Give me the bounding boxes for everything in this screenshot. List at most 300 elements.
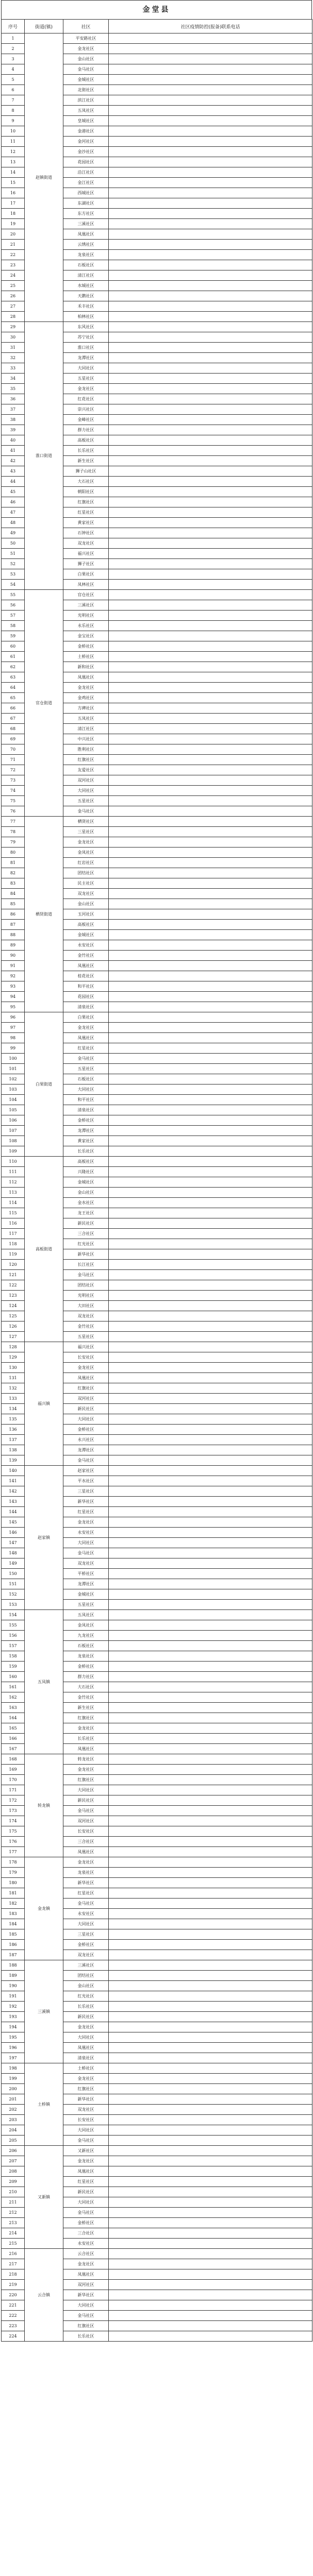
row-index: 194 xyxy=(2,2022,25,2032)
row-index: 80 xyxy=(2,848,25,858)
phone-cell xyxy=(109,1909,312,1919)
community-cell: 桂花社区 xyxy=(63,971,109,981)
phone-cell xyxy=(109,2239,312,2249)
row-index: 36 xyxy=(2,394,25,404)
row-index: 193 xyxy=(2,2012,25,2022)
phone-cell xyxy=(109,1940,312,1950)
row-index: 153 xyxy=(2,1600,25,1610)
row-index: 216 xyxy=(2,2249,25,2259)
phone-cell xyxy=(109,1672,312,1682)
community-cell: 石板社区 xyxy=(63,260,109,270)
row-index: 68 xyxy=(2,724,25,734)
community-cell: 新华社区 xyxy=(63,1497,109,1507)
phone-cell xyxy=(109,1651,312,1662)
phone-cell xyxy=(109,322,312,332)
community-cell: 永安社区 xyxy=(63,2239,109,2249)
table-row xyxy=(2,1466,312,1476)
phone-cell xyxy=(109,1249,312,1260)
row-index: 213 xyxy=(2,2218,25,2228)
community-cell: 金龙社区 xyxy=(63,1857,109,1868)
community-cell: 大同社区 xyxy=(63,1919,109,1929)
table-row xyxy=(2,1857,312,1868)
community-cell: 黄家社区 xyxy=(63,1136,109,1146)
row-index: 85 xyxy=(2,899,25,909)
community-cell: 金马社区 xyxy=(63,806,109,817)
community-cell: 双龙社区 xyxy=(63,538,109,549)
phone-cell xyxy=(109,2177,312,2187)
row-index: 56 xyxy=(2,600,25,611)
phone-cell xyxy=(109,2002,312,2012)
community-cell: 石钟社区 xyxy=(63,528,109,538)
phone-cell xyxy=(109,1425,312,1435)
row-index: 78 xyxy=(2,827,25,837)
row-index: 84 xyxy=(2,889,25,899)
community-cell: 大石社区 xyxy=(63,477,109,487)
community-cell: 福兴社区 xyxy=(63,1342,109,1352)
community-cell: 金龙社区 xyxy=(63,1723,109,1734)
phone-cell xyxy=(109,2032,312,2043)
phone-cell xyxy=(109,899,312,909)
row-index: 197 xyxy=(2,2053,25,2063)
row-index: 38 xyxy=(2,415,25,425)
phone-cell xyxy=(109,837,312,848)
row-index: 192 xyxy=(2,2002,25,2012)
table-row xyxy=(2,1157,312,1167)
phone-cell xyxy=(109,765,312,775)
community-cell: 新华社区 xyxy=(63,1878,109,1888)
table-row xyxy=(2,1610,312,1620)
row-index: 178 xyxy=(2,1857,25,1868)
phone-cell xyxy=(109,549,312,559)
row-index: 132 xyxy=(2,1383,25,1394)
row-index: 123 xyxy=(2,1291,25,1301)
phone-cell xyxy=(109,1157,312,1167)
community-cell: 大同社区 xyxy=(63,2125,109,2136)
row-index: 143 xyxy=(2,1497,25,1507)
community-cell: 三星社区 xyxy=(63,1486,109,1497)
table-row xyxy=(2,33,312,44)
phone-cell xyxy=(109,394,312,404)
phone-cell xyxy=(109,2074,312,2084)
phone-cell xyxy=(109,1548,312,1558)
row-index: 2 xyxy=(2,44,25,54)
community-cell: 长江社区 xyxy=(63,1260,109,1270)
community-cell: 北街社区 xyxy=(63,85,109,95)
phone-cell xyxy=(109,2043,312,2053)
community-cell: 大同社区 xyxy=(63,1414,109,1425)
row-index: 43 xyxy=(2,466,25,477)
community-cell: 凤林社区 xyxy=(63,580,109,590)
phone-cell xyxy=(109,301,312,312)
row-index: 142 xyxy=(2,1486,25,1497)
row-index: 114 xyxy=(2,1198,25,1208)
row-index: 29 xyxy=(2,322,25,332)
row-index: 96 xyxy=(2,1012,25,1023)
phone-cell xyxy=(109,126,312,137)
community-cell: 金龙社区 xyxy=(63,1765,109,1775)
row-index: 110 xyxy=(2,1157,25,1167)
town-cell: 转龙镇 xyxy=(25,1754,63,1857)
row-index: 42 xyxy=(2,456,25,466)
town-cell: 福兴镇 xyxy=(25,1342,63,1466)
row-index: 69 xyxy=(2,734,25,744)
row-index: 202 xyxy=(2,2105,25,2115)
community-cell: 长乐社区 xyxy=(63,2331,109,2342)
phone-cell xyxy=(109,1023,312,1033)
row-index: 40 xyxy=(2,435,25,446)
phone-cell xyxy=(109,1991,312,2002)
row-index: 71 xyxy=(2,755,25,765)
row-index: 190 xyxy=(2,1981,25,1991)
community-cell: 双龙社区 xyxy=(63,2105,109,2115)
row-index: 62 xyxy=(2,662,25,672)
row-index: 150 xyxy=(2,1569,25,1579)
phone-cell xyxy=(109,1291,312,1301)
community-cell: 大同社区 xyxy=(63,2300,109,2311)
phone-cell xyxy=(109,312,312,322)
community-cell: 团结社区 xyxy=(63,1971,109,1981)
community-cell: 新生社区 xyxy=(63,1703,109,1713)
phone-cell xyxy=(109,569,312,580)
row-index: 75 xyxy=(2,796,25,806)
phone-cell xyxy=(109,806,312,817)
community-cell: 红星社区 xyxy=(63,1507,109,1517)
row-index: 140 xyxy=(2,1466,25,1476)
community-cell: 团结社区 xyxy=(63,868,109,878)
phone-cell xyxy=(109,54,312,64)
community-cell: 高板社区 xyxy=(63,435,109,446)
phone-cell xyxy=(109,600,312,611)
phone-cell xyxy=(109,1754,312,1765)
community-cell: 三溪社区 xyxy=(63,600,109,611)
community-cell: 龙潭社区 xyxy=(63,1445,109,1455)
phone-cell xyxy=(109,858,312,868)
community-cell: 五星社区 xyxy=(63,374,109,384)
phone-cell xyxy=(109,1064,312,1074)
row-index: 27 xyxy=(2,301,25,312)
phone-cell xyxy=(109,1332,312,1342)
row-index: 66 xyxy=(2,703,25,714)
row-index: 136 xyxy=(2,1425,25,1435)
community-cell: 金凤社区 xyxy=(63,1620,109,1631)
community-cell: 双龙社区 xyxy=(63,1950,109,1960)
row-index: 11 xyxy=(2,137,25,147)
table-row xyxy=(2,817,312,827)
phone-cell xyxy=(109,1558,312,1569)
phone-cell xyxy=(109,1847,312,1857)
community-cell: 五星社区 xyxy=(63,1064,109,1074)
phone-cell xyxy=(109,827,312,837)
community-cell: 清泉社区 xyxy=(63,2053,109,2063)
community-cell: 金桥社区 xyxy=(63,641,109,652)
community-cell: 金沙社区 xyxy=(63,147,109,157)
phone-cell xyxy=(109,106,312,116)
phone-cell xyxy=(109,1528,312,1538)
phone-cell xyxy=(109,2228,312,2239)
phone-cell xyxy=(109,240,312,250)
community-cell: 五凤社区 xyxy=(63,106,109,116)
community-cell: 金龙社区 xyxy=(63,1023,109,1033)
community-cell: 凤凰社区 xyxy=(63,1744,109,1754)
row-index: 212 xyxy=(2,2208,25,2218)
community-cell: 新民社区 xyxy=(63,1404,109,1414)
phone-cell xyxy=(109,2311,312,2321)
town-cell: 官仓街道 xyxy=(25,590,63,817)
row-index: 163 xyxy=(2,1703,25,1713)
row-index: 1 xyxy=(2,33,25,44)
row-index: 49 xyxy=(2,528,25,538)
row-index: 89 xyxy=(2,940,25,951)
phone-cell xyxy=(109,693,312,703)
row-index: 81 xyxy=(2,858,25,868)
phone-cell xyxy=(109,1435,312,1445)
community-cell: 金马社区 xyxy=(63,64,109,75)
community-cell: 三合社区 xyxy=(63,2228,109,2239)
phone-cell xyxy=(109,1785,312,1795)
town-cell: 赵家镇 xyxy=(25,1466,63,1610)
row-index: 94 xyxy=(2,992,25,1002)
row-index: 176 xyxy=(2,1837,25,1847)
community-cell: 双河社区 xyxy=(63,2280,109,2290)
community-cell: 金龙社区 xyxy=(63,44,109,54)
community-cell: 胜利社区 xyxy=(63,744,109,755)
phone-cell xyxy=(109,951,312,961)
phone-cell xyxy=(109,796,312,806)
community-cell: 大同社区 xyxy=(63,2197,109,2208)
row-index: 6 xyxy=(2,85,25,95)
phone-cell xyxy=(109,724,312,734)
phone-cell xyxy=(109,2156,312,2166)
phone-cell xyxy=(109,755,312,765)
community-cell: 凤凰社区 xyxy=(63,1847,109,1857)
phone-cell xyxy=(109,2280,312,2290)
row-index: 146 xyxy=(2,1528,25,1538)
row-index: 169 xyxy=(2,1765,25,1775)
row-index: 113 xyxy=(2,1188,25,1198)
phone-cell xyxy=(109,1744,312,1754)
community-cell: 金桥社区 xyxy=(63,2218,109,2228)
row-index: 16 xyxy=(2,188,25,198)
community-cell: 红星社区 xyxy=(63,1888,109,1899)
row-index: 108 xyxy=(2,1136,25,1146)
phone-cell xyxy=(109,992,312,1002)
row-index: 117 xyxy=(2,1229,25,1239)
row-index: 46 xyxy=(2,497,25,507)
community-cell: 金竹社区 xyxy=(63,951,109,961)
phone-cell xyxy=(109,1084,312,1095)
community-cell: 新民社区 xyxy=(63,2012,109,2022)
community-cell: 五凤社区 xyxy=(63,1610,109,1620)
community-cell: 新和社区 xyxy=(63,662,109,672)
phone-cell xyxy=(109,1177,312,1188)
community-cell: 金桥社区 xyxy=(63,1940,109,1950)
row-index: 219 xyxy=(2,2280,25,2290)
phone-cell xyxy=(109,1311,312,1321)
phone-cell xyxy=(109,2125,312,2136)
phone-cell xyxy=(109,2136,312,2146)
community-cell: 花园社区 xyxy=(63,157,109,167)
row-index: 209 xyxy=(2,2177,25,2187)
row-index: 139 xyxy=(2,1455,25,1466)
phone-cell xyxy=(109,528,312,538)
phone-cell xyxy=(109,2321,312,2331)
row-index: 191 xyxy=(2,1991,25,2002)
community-cell: 大同社区 xyxy=(63,1084,109,1095)
community-cell: 高板社区 xyxy=(63,920,109,930)
community-cell: 金山社区 xyxy=(63,899,109,909)
row-index: 187 xyxy=(2,1950,25,1960)
row-index: 210 xyxy=(2,2187,25,2197)
town-cell: 金龙镇 xyxy=(25,1857,63,1960)
community-cell: 禾丰社区 xyxy=(63,301,109,312)
phone-cell xyxy=(109,703,312,714)
row-index: 101 xyxy=(2,1064,25,1074)
community-cell: 东方社区 xyxy=(63,209,109,219)
phone-cell xyxy=(109,2269,312,2280)
row-index: 28 xyxy=(2,312,25,322)
phone-cell xyxy=(109,1734,312,1744)
community-cell: 东湖社区 xyxy=(63,198,109,209)
community-cell: 金马社区 xyxy=(63,2311,109,2321)
community-cell: 三溪社区 xyxy=(63,1960,109,1971)
phone-cell xyxy=(109,1765,312,1775)
row-index: 31 xyxy=(2,343,25,353)
row-index: 99 xyxy=(2,1043,25,1054)
community-cell: 方碑社区 xyxy=(63,703,109,714)
community-cell: 狮子山社区 xyxy=(63,466,109,477)
phone-cell xyxy=(109,1857,312,1868)
community-cell: 红光社区 xyxy=(63,1239,109,1249)
community-cell: 黄家社区 xyxy=(63,518,109,528)
phone-cell xyxy=(109,1538,312,1548)
phone-cell xyxy=(109,44,312,54)
phone-cell xyxy=(109,1795,312,1806)
community-cell: 大石社区 xyxy=(63,1682,109,1692)
row-index: 61 xyxy=(2,652,25,662)
phone-cell xyxy=(109,1270,312,1280)
phone-cell xyxy=(109,1476,312,1486)
phone-cell xyxy=(109,343,312,353)
row-index: 147 xyxy=(2,1538,25,1548)
phone-cell xyxy=(109,147,312,157)
town-cell: 赵镇街道 xyxy=(25,33,63,322)
row-index: 144 xyxy=(2,1507,25,1517)
community-cell: 金宝社区 xyxy=(63,631,109,641)
row-index: 135 xyxy=(2,1414,25,1425)
phone-cell xyxy=(109,1352,312,1363)
phone-cell xyxy=(109,2146,312,2156)
row-index: 82 xyxy=(2,868,25,878)
community-cell: 五凤社区 xyxy=(63,714,109,724)
row-index: 30 xyxy=(2,332,25,343)
community-cell: 滨江社区 xyxy=(63,95,109,106)
community-cell: 金港社区 xyxy=(63,126,109,137)
row-index: 181 xyxy=(2,1888,25,1899)
table-row xyxy=(2,590,312,600)
community-cell: 红星社区 xyxy=(63,1043,109,1054)
phone-cell xyxy=(109,435,312,446)
row-index: 5 xyxy=(2,75,25,85)
row-index: 58 xyxy=(2,621,25,631)
phone-cell xyxy=(109,209,312,219)
phone-cell xyxy=(109,1363,312,1373)
row-index: 201 xyxy=(2,2094,25,2105)
community-cell: 红旗社区 xyxy=(63,1713,109,1723)
phone-cell xyxy=(109,85,312,95)
row-index: 164 xyxy=(2,1713,25,1723)
community-cell: 金龙社区 xyxy=(63,1363,109,1373)
row-index: 166 xyxy=(2,1734,25,1744)
row-index: 184 xyxy=(2,1919,25,1929)
row-index: 19 xyxy=(2,219,25,229)
phone-cell xyxy=(109,167,312,178)
phone-cell xyxy=(109,487,312,497)
phone-cell xyxy=(109,477,312,487)
row-index: 133 xyxy=(2,1394,25,1404)
row-index: 196 xyxy=(2,2043,25,2053)
phone-cell xyxy=(109,1054,312,1064)
community-cell: 清泉社区 xyxy=(63,1105,109,1115)
row-index: 47 xyxy=(2,507,25,518)
phone-cell xyxy=(109,291,312,301)
community-cell: 金龙社区 xyxy=(63,2156,109,2166)
community-cell: 龙泉社区 xyxy=(63,250,109,260)
phone-cell xyxy=(109,672,312,683)
phone-cell xyxy=(109,2208,312,2218)
community-cell: 长安社区 xyxy=(63,2115,109,2125)
community-cell: 云合社区 xyxy=(63,2249,109,2259)
community-cell: 花园社区 xyxy=(63,992,109,1002)
community-cell: 西城社区 xyxy=(63,188,109,198)
phone-cell xyxy=(109,1950,312,1960)
phone-cell xyxy=(109,384,312,394)
community-cell: 柏林社区 xyxy=(63,312,109,322)
row-index: 195 xyxy=(2,2032,25,2043)
phone-cell xyxy=(109,425,312,435)
phone-cell xyxy=(109,2300,312,2311)
community-cell: 双龙社区 xyxy=(63,1311,109,1321)
row-index: 155 xyxy=(2,1620,25,1631)
community-cell: 皇城社区 xyxy=(63,116,109,126)
row-index: 116 xyxy=(2,1218,25,1229)
community-cell: 五星社区 xyxy=(63,1600,109,1610)
community-cell: 五星社区 xyxy=(63,1332,109,1342)
phone-cell xyxy=(109,1806,312,1816)
row-index: 207 xyxy=(2,2156,25,2166)
phone-cell xyxy=(109,1126,312,1136)
row-index: 106 xyxy=(2,1115,25,1126)
community-cell: 金城社区 xyxy=(63,1589,109,1600)
community-cell: 群力社区 xyxy=(63,1672,109,1682)
phone-cell xyxy=(109,1115,312,1126)
phone-cell xyxy=(109,1043,312,1054)
community-cell: 五星社区 xyxy=(63,796,109,806)
community-cell: 永安社区 xyxy=(63,1909,109,1919)
phone-cell xyxy=(109,817,312,827)
town-cell: 土桥镇 xyxy=(25,2063,63,2146)
row-index: 37 xyxy=(2,404,25,415)
community-cell: 大同社区 xyxy=(63,1538,109,1548)
row-index: 3 xyxy=(2,54,25,64)
phone-cell xyxy=(109,1868,312,1878)
community-cell: 大田社区 xyxy=(63,1301,109,1311)
phone-cell xyxy=(109,332,312,343)
row-index: 25 xyxy=(2,281,25,291)
row-index: 18 xyxy=(2,209,25,219)
phone-cell xyxy=(109,1280,312,1291)
row-index: 168 xyxy=(2,1754,25,1765)
community-cell: 龙潭社区 xyxy=(63,1126,109,1136)
